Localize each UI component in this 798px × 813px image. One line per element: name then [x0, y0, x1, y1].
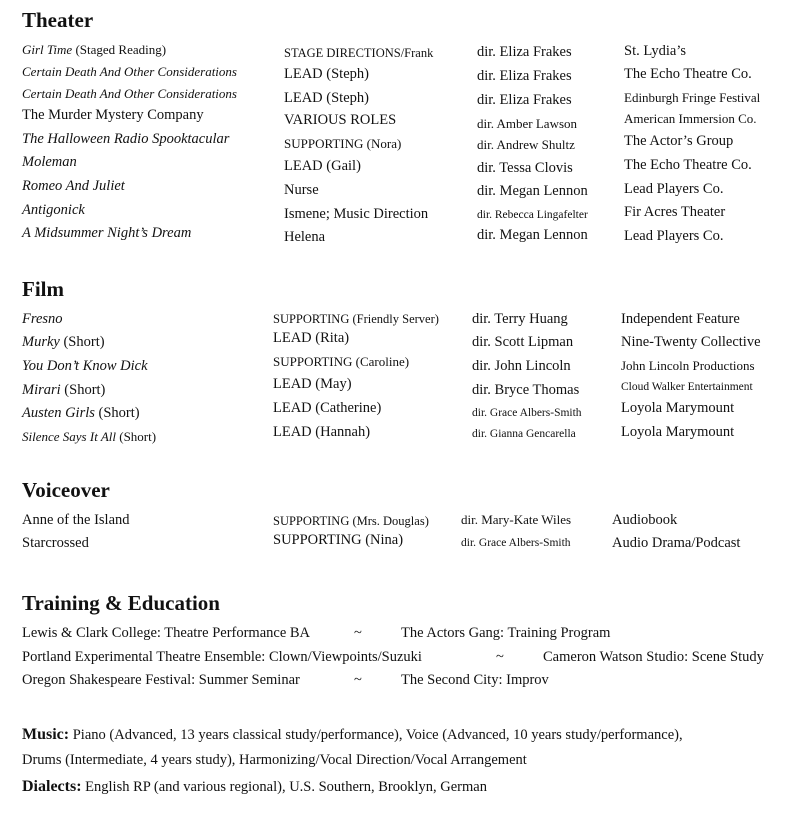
film-title: Murky (Short) — [22, 334, 105, 350]
theater-director: dir. Amber Lawson — [477, 116, 578, 131]
theater-director: dir. Tessa Clovis — [477, 160, 573, 176]
theater-company: Lead Players Co. — [624, 181, 724, 197]
theater-company: Lead Players Co. — [624, 228, 724, 244]
theater-director: dir. Eliza Frakes — [477, 92, 572, 108]
theater-role: LEAD (Gail) — [284, 158, 361, 174]
theater-role: Helena — [284, 229, 326, 245]
voiceover-company: Audio Drama/Podcast — [612, 535, 741, 551]
theater-company: St. Lydia’s — [624, 43, 687, 59]
voiceover-heading: Voiceover — [22, 478, 110, 502]
voiceover-director: dir. Mary-Kate Wiles — [461, 512, 572, 527]
theater-title: Girl Time (Staged Reading) — [22, 42, 167, 57]
theater-title: The Halloween Radio Spooktacular — [22, 131, 230, 147]
film-title: Silence Says It All (Short) — [22, 429, 157, 444]
dialects-text: English RP (and various regional), U.S. Southern, Brooklyn, German — [81, 779, 487, 795]
film-director: dir. Grace Albers-Smith — [472, 407, 582, 419]
film-title: You Don’t Know Dick — [22, 358, 148, 374]
film-company: Loyola Marymount — [621, 424, 735, 440]
training-left: Oregon Shakespeare Festival: Summer Seminar — [22, 672, 300, 688]
theater-company: The Echo Theatre Co. — [624, 66, 752, 82]
voiceover-director: dir. Grace Albers-Smith — [461, 537, 571, 549]
film-company: Loyola Marymount — [621, 400, 735, 416]
theater-role: LEAD (Steph) — [284, 90, 369, 106]
theater-role: Nurse — [284, 182, 319, 198]
film-heading: Film — [22, 277, 64, 301]
music-line-2: Drums (Intermediate, 4 years study), Harmonizing/Vocal Direction/Vocal Arrangement — [22, 752, 527, 768]
theater-company: The Actor’s Group — [624, 133, 734, 149]
film-company: John Lincoln Productions — [621, 358, 755, 373]
theater-director: dir. Eliza Frakes — [477, 44, 572, 60]
music-label: Music: — [22, 726, 70, 743]
music-line — [22, 726, 683, 744]
film-director: dir. Scott Lipman — [472, 334, 574, 350]
film-role: LEAD (Catherine) — [273, 400, 382, 416]
theater-title: Moleman — [22, 154, 77, 170]
theater-director: dir. Megan Lennon — [477, 183, 588, 199]
voiceover-role: SUPPORTING (Nina) — [273, 532, 404, 548]
voiceover-title: Anne of the Island — [22, 512, 130, 528]
training-separator: ~ — [354, 625, 362, 641]
training-right: The Actors Gang: Training Program — [401, 625, 611, 641]
theater-title: Certain Death And Other Considerations — [22, 64, 237, 79]
film-role: SUPPORTING (Caroline) — [273, 354, 410, 369]
theater-role: Ismene; Music Direction — [284, 206, 429, 222]
training-left: Portland Experimental Theatre Ensemble: Clown/Viewpoints/Suzuki — [22, 649, 422, 665]
training-left: Lewis & Clark College: Theatre Performance BA — [22, 625, 311, 641]
training-separator: ~ — [496, 649, 504, 665]
film-director: dir. Terry Huang — [472, 311, 568, 327]
theater-role: LEAD (Steph) — [284, 66, 369, 82]
theater-title: The Murder Mystery Company — [22, 107, 204, 123]
theater-role: SUPPORTING (Nora) — [284, 136, 402, 151]
training-right: The Second City: Improv — [401, 672, 549, 688]
music-text: Piano (Advanced, 13 years classical study/performance), Voice (Advanced, 10 years study/performance), — [69, 727, 683, 743]
film-company: Cloud Walker Entertainment — [621, 381, 753, 393]
theater-title: A Midsummer Night’s Dream — [22, 225, 192, 241]
theater-company: Fir Acres Theater — [624, 204, 726, 220]
film-title: Fresno — [22, 311, 63, 327]
theater-company: American Immersion Co. — [624, 111, 757, 126]
voiceover-role: SUPPORTING (Mrs. Douglas) — [273, 514, 429, 528]
film-role: LEAD (May) — [273, 376, 352, 392]
film-company: Independent Feature — [621, 311, 740, 327]
theater-title: Certain Death And Other Considerations — [22, 86, 237, 101]
training-right: Cameron Watson Studio: Scene Study — [543, 649, 764, 665]
theater-role: VARIOUS ROLES — [284, 112, 397, 128]
film-role: LEAD (Rita) — [273, 330, 350, 346]
dialects-line — [22, 778, 487, 796]
voiceover-title: Starcrossed — [22, 535, 89, 551]
film-director: dir. Gianna Gencarella — [472, 428, 576, 440]
theater-company: The Echo Theatre Co. — [624, 157, 752, 173]
dialects-label: Dialects: — [22, 778, 82, 795]
theater-director: dir. Andrew Shultz — [477, 137, 575, 152]
theater-director: dir. Rebecca Lingafelter — [477, 209, 588, 221]
film-title: Austen Girls (Short) — [22, 405, 140, 421]
theater-role: STAGE DIRECTIONS/Frank — [284, 46, 434, 60]
film-role: SUPPORTING (Friendly Server) — [273, 312, 439, 326]
theater-title: Antigonick — [22, 202, 85, 218]
film-role: LEAD (Hannah) — [273, 424, 371, 440]
theater-title: Romeo And Juliet — [22, 178, 125, 194]
theater-director: dir. Megan Lennon — [477, 227, 588, 243]
training-heading: Training & Education — [22, 591, 220, 615]
theater-heading: Theater — [22, 8, 94, 32]
theater-company: Edinburgh Fringe Festival — [624, 90, 761, 105]
film-director: dir. Bryce Thomas — [472, 382, 580, 398]
theater-director: dir. Eliza Frakes — [477, 68, 572, 84]
film-company: Nine-Twenty Collective — [621, 334, 761, 350]
film-director: dir. John Lincoln — [472, 358, 571, 374]
training-separator: ~ — [354, 672, 362, 688]
voiceover-company: Audiobook — [612, 512, 678, 528]
film-title: Mirari (Short) — [22, 382, 106, 398]
